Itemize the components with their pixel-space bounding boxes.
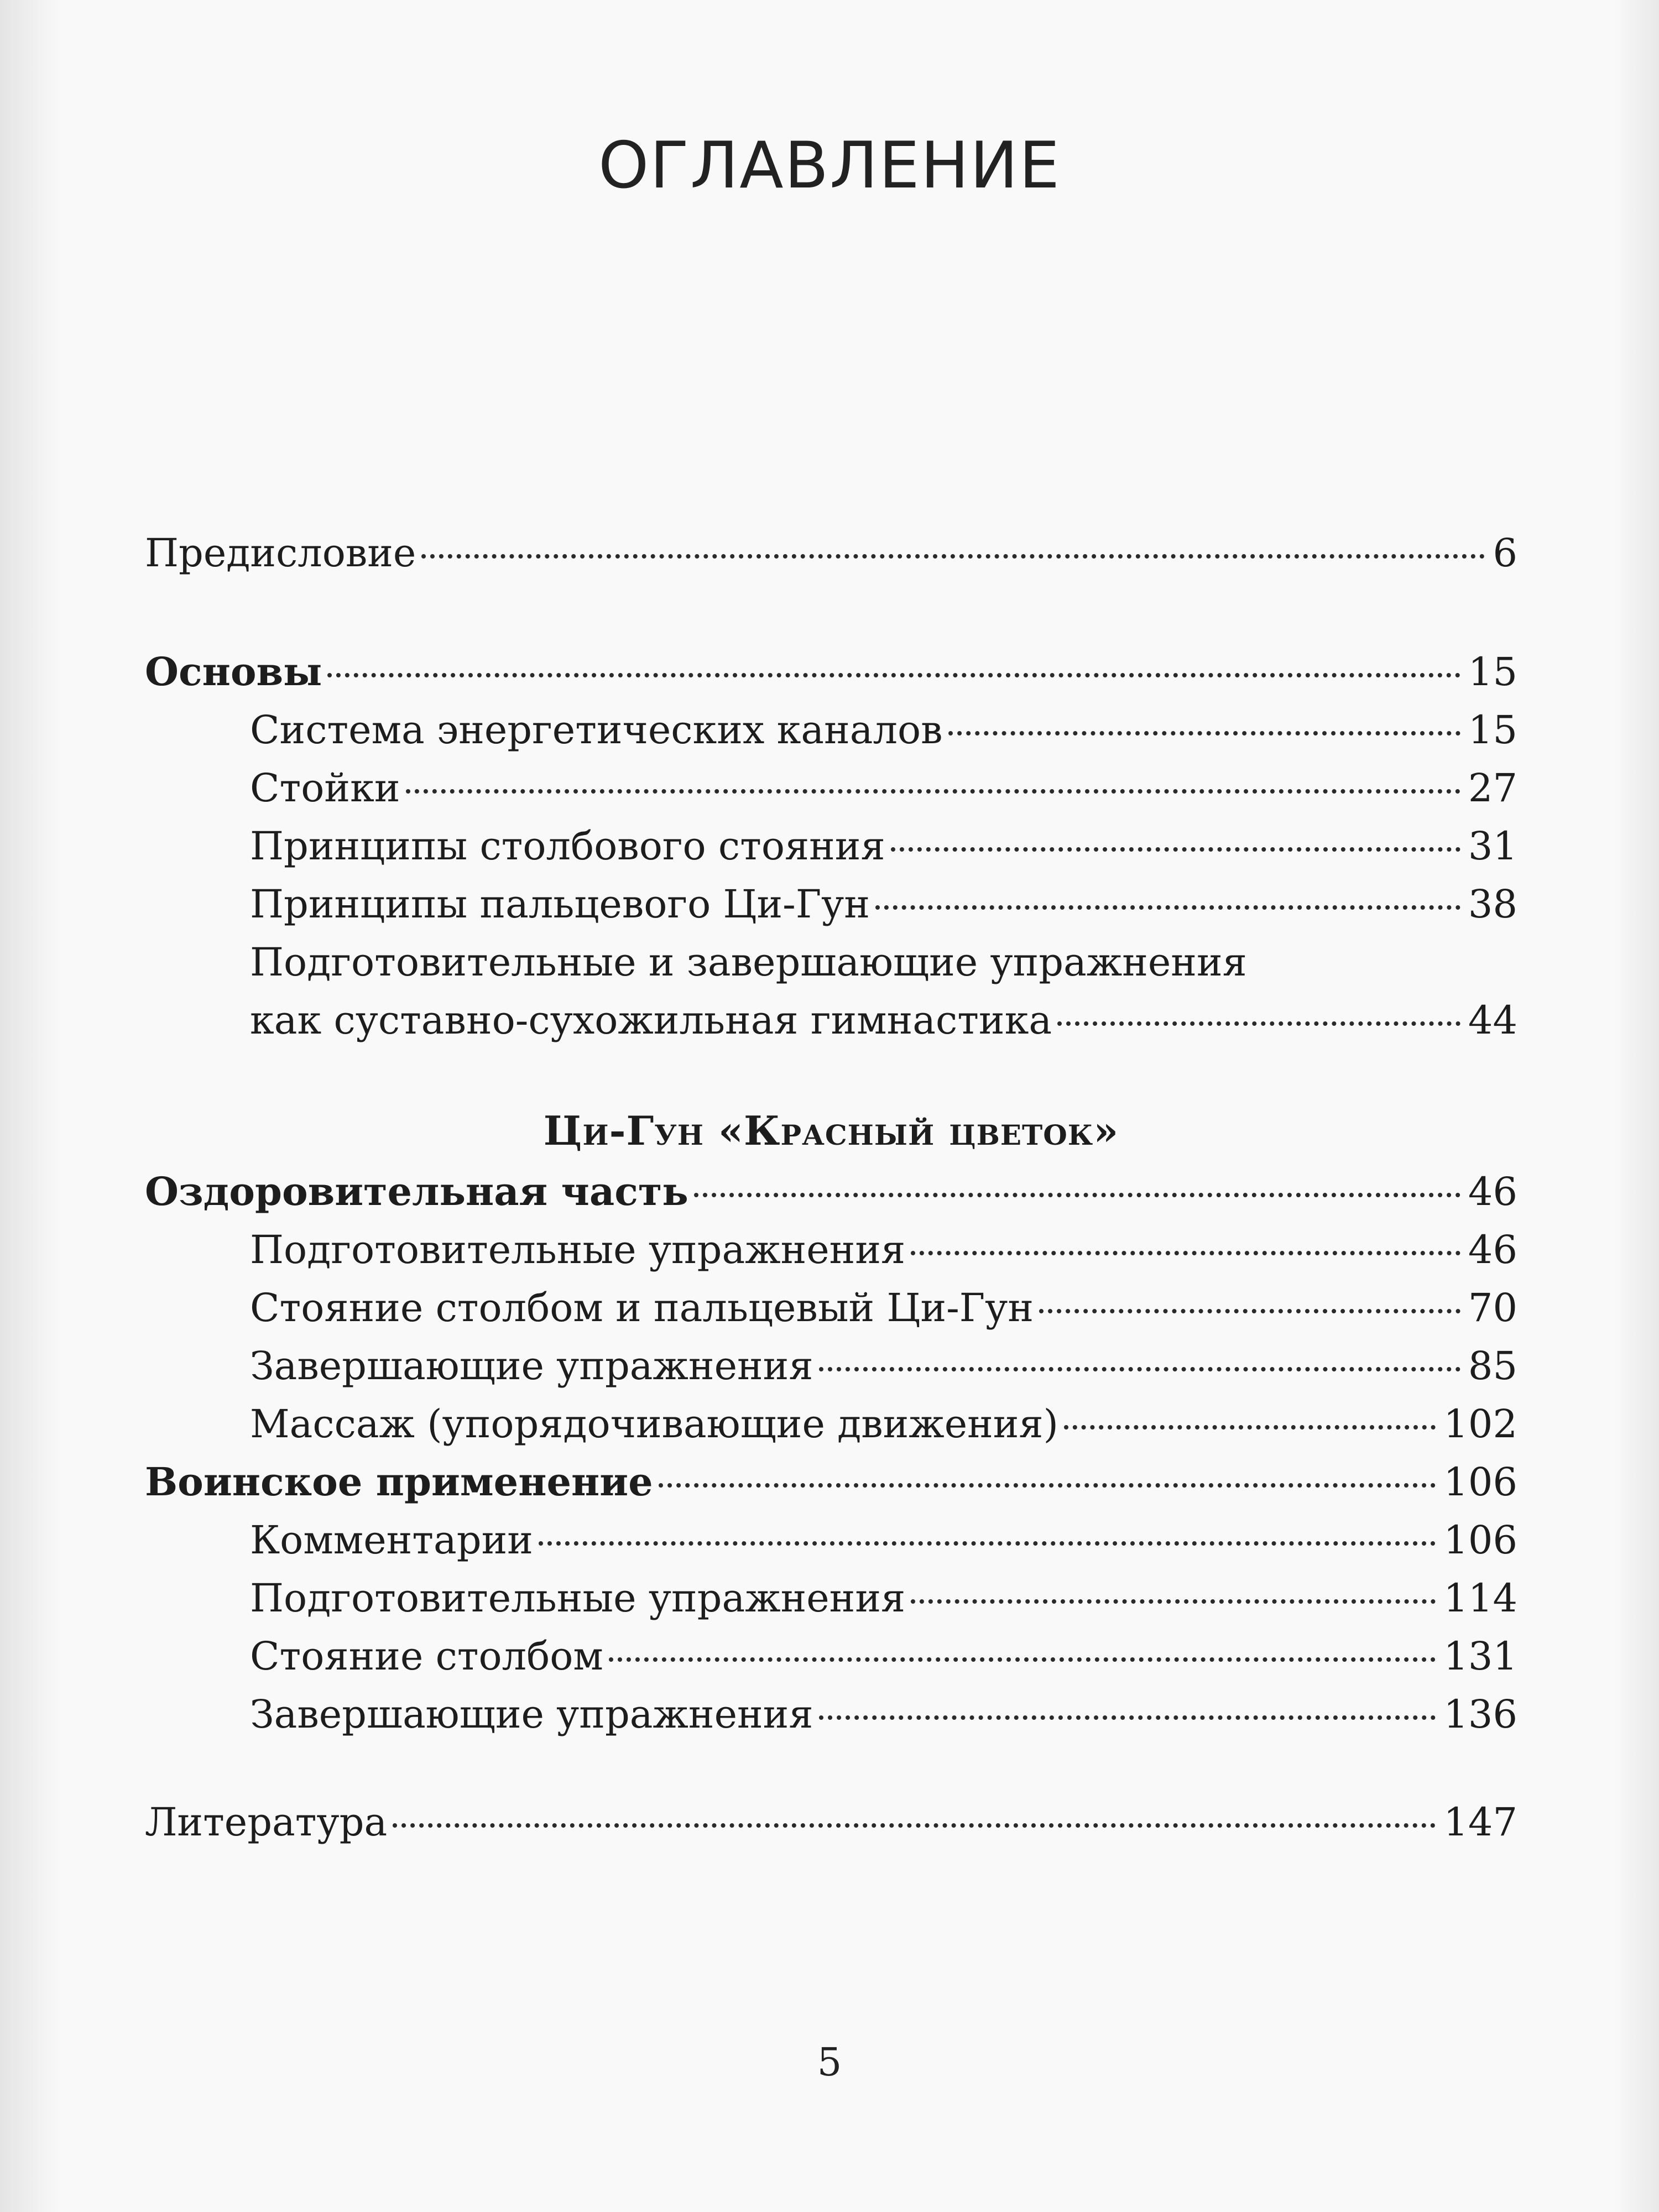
toc-entry-label: Принципы пальцевого Ци-Гун [250,881,870,927]
toc-entry-page: 102 [1443,1401,1517,1447]
toc-entry-martial-application [145,1457,1517,1507]
toc-entry-label: Подготовительные и завершающие упражнения [250,940,1247,985]
toc-entry-label: как суставно-сухожильная гимнастика [250,998,1052,1043]
toc-entry-label: Завершающие упражнения [250,1692,813,1737]
dot-leader [393,1823,1436,1828]
dot-leader [609,1657,1436,1662]
toc-entry-page: 106 [1443,1517,1517,1563]
dot-leader [911,1251,1460,1255]
toc-entry-page: 6 [1493,530,1517,576]
toc-entry-page: 147 [1443,1799,1517,1845]
toc-entry-label: Воинское применение [145,1459,653,1505]
page-number: 5 [817,2039,842,2085]
toc-entry-basics [145,647,1517,697]
toc-entry-joint-gymnastics [145,995,1517,1045]
toc-entry-page: 85 [1468,1343,1517,1389]
toc-entry-final-exercises [145,1341,1517,1391]
dot-leader [327,673,1460,677]
toc-entry-page: 38 [1468,881,1517,927]
dot-leader [875,905,1460,910]
dot-leader [421,554,1485,559]
toc-entry-page: 27 [1468,765,1517,811]
toc-entry-label: Комментарии [250,1517,533,1563]
toc-entry-page: 70 [1468,1285,1517,1331]
toc-entry-stances [145,763,1517,813]
toc-entry-label: Система энергетических каналов [250,707,943,753]
toc-entry-prep-exercises-martial [145,1573,1517,1623]
toc-entry-literature [145,1797,1517,1847]
page-title: ОГЛАВЛЕНИЕ [598,128,1061,203]
section-header: Ци-Гун «Красный цветок» [543,1107,1119,1154]
dot-leader [819,1715,1436,1720]
dot-leader [1057,1021,1460,1026]
toc-entry-pillar-and-finger [145,1283,1517,1333]
toc-entry-finger-qigong-principles [145,879,1517,929]
dot-leader [1039,1309,1460,1313]
toc-entry-label: Подготовительные упражнения [250,1227,906,1272]
toc-entry-page: 131 [1443,1634,1517,1679]
dot-leader [406,789,1460,794]
toc-entry-label: Основы [145,649,322,695]
toc-entry-page: 136 [1443,1692,1517,1737]
toc-entry-label: Принципы столбового стояния [250,823,885,869]
toc-entry-pillar-standing [145,1631,1517,1681]
dot-leader [911,1599,1436,1604]
toc-entry-health-part [145,1167,1517,1217]
toc-entry-preface [145,528,1517,578]
toc-entry-page: 15 [1468,649,1517,695]
toc-entry-comments [145,1515,1517,1565]
toc-entry-page: 44 [1468,998,1517,1043]
toc-entry-massage [145,1399,1517,1449]
toc-entry-prep-exercises [145,1225,1517,1275]
toc-entry-page: 15 [1468,707,1517,753]
dot-leader [694,1193,1460,1197]
toc-entry-page: 46 [1468,1169,1517,1214]
dot-leader [659,1483,1436,1488]
dot-leader [819,1367,1460,1371]
toc-entry-final-exercises-martial [145,1689,1517,1739]
dot-leader [891,847,1460,852]
toc-entry-label: Стойки [250,765,400,811]
toc-entry-prep-final-exercises [145,937,1517,987]
toc-entry-label: Стояние столбом и пальцевый Ци-Гун [250,1285,1034,1331]
dot-leader [948,731,1460,735]
toc-entry-label: Стояние столбом [250,1634,603,1679]
dot-leader [539,1541,1436,1546]
toc-entry-page: 31 [1468,823,1517,869]
toc-entry-label: Литература [145,1799,388,1845]
toc-entry-page: 46 [1468,1227,1517,1272]
dot-leader [1064,1425,1436,1430]
toc-entry-energy-channels [145,705,1517,755]
toc-entry-pillar-principles [145,821,1517,871]
toc-entry-label: Оздоровительная часть [145,1168,688,1214]
toc-entry-label: Предисловие [145,530,416,576]
toc-entry-label: Подготовительные упражнения [250,1575,906,1621]
toc-entry-label: Массаж (упорядочивающие движения) [250,1401,1058,1447]
toc-entry-page: 114 [1443,1575,1517,1621]
toc-entry-label: Завершающие упражнения [250,1343,813,1389]
toc-entry-page: 106 [1443,1459,1517,1505]
